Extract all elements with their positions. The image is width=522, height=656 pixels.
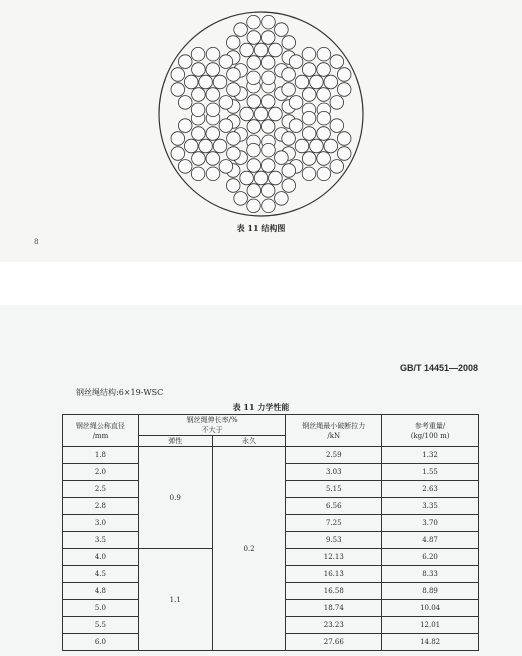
wire [226,179,240,193]
wire [282,68,296,82]
wire [302,47,316,61]
wire [219,55,233,69]
wire [171,132,185,146]
diameter-cell: 6.0 [63,634,139,651]
force-cell: 12.13 [286,549,382,566]
wire [282,179,296,193]
header-weight-label: 参考重量/ [414,421,446,430]
wire [262,143,276,157]
force-cell: 27.66 [286,634,382,651]
wire [192,88,206,102]
header-elongation-label: 钢丝绳伸长率/% [186,416,238,424]
diameter-cell: 5.5 [63,617,139,634]
wire [302,127,316,141]
wire [324,75,338,89]
wire [262,199,276,213]
wire [317,167,331,181]
wire [317,63,331,77]
weight-cell: 3.35 [382,498,479,515]
wire [191,47,205,61]
wire [317,111,331,125]
wire [261,184,275,198]
wire [275,192,289,206]
permanent-cell: 0.2 [212,447,286,651]
wire [191,103,205,117]
wire [282,164,296,178]
wire [227,132,241,146]
wire [178,160,192,174]
header-breaking-force [286,415,382,447]
outer-strand [171,47,240,116]
wire [282,132,296,146]
wire [247,143,261,157]
force-cell: 16.58 [286,583,382,600]
wire [247,184,261,198]
wire [295,139,309,153]
force-cell: 7.25 [286,515,382,532]
wire [171,83,185,97]
wire [275,151,289,165]
table-row [63,447,479,464]
wire [199,139,213,153]
wire [302,111,316,125]
wire [226,36,240,50]
wire [330,96,344,110]
wire [178,119,192,133]
structure-label: 钢丝绳结构:6×19-WSC [76,388,164,397]
wire [192,152,206,166]
wire [240,171,254,185]
wire [247,56,261,70]
weight-cell: 4.87 [382,532,479,549]
wire [219,96,233,110]
diameter-cell: 4.8 [63,583,139,600]
wire [247,95,261,109]
wire [171,68,185,82]
wire [269,107,283,121]
wire [247,15,261,29]
wire [254,171,268,185]
wire [213,75,227,89]
strands-group [171,15,351,212]
wire [254,43,268,57]
wire [261,159,275,173]
wire [269,171,283,185]
wire [206,167,220,181]
wire [240,107,254,121]
wire-rope-cross-section [146,8,376,220]
header-diameter-unit: /mm [92,431,109,440]
diameter-cell: 4.5 [63,566,139,583]
wire [254,107,268,121]
wire [247,199,261,213]
wire [330,55,344,69]
wire [302,63,316,77]
wire [317,152,331,166]
wire [289,96,303,110]
wire [219,160,233,174]
wire [261,95,275,109]
wire [199,75,213,89]
diameter-cell: 2.5 [63,481,139,498]
diameter-cell: 5.0 [63,600,139,617]
wire [302,152,316,166]
header-diameter [63,415,139,447]
diameter-cell: 2.0 [63,464,139,481]
wire [247,120,261,134]
elastic-group-cell: 0.9 [138,447,212,549]
wire [337,68,351,82]
wire [337,83,351,97]
wire [247,159,261,173]
wire [191,167,205,181]
header-weight-unit: (kg/100 m) [410,431,450,440]
wire [269,43,283,57]
wire [206,152,220,166]
table-title: 表 11 力学性能 [232,402,290,412]
wire [289,55,303,69]
mechanical-properties-table [62,414,479,651]
wire [282,36,296,50]
wire [213,139,227,153]
weight-cell: 14.82 [382,634,479,651]
diameter-cell: 1.8 [63,447,139,464]
force-cell: 9.53 [286,532,382,549]
wire [302,167,316,181]
wire [178,96,192,110]
header-diameter-label: 钢丝绳公称直径 [75,421,125,430]
weight-cell: 8.33 [382,566,479,583]
header-force-unit: /kN [327,431,341,440]
diameter-cell: 3.5 [63,532,139,549]
outer-strand [282,47,351,116]
wire [247,31,261,45]
wire [317,88,331,102]
weight-cell: 1.32 [382,447,479,464]
elastic-group-cell: 1.1 [138,549,212,651]
wire [337,132,351,146]
wire [330,119,344,133]
weight-cell: 3.70 [382,515,479,532]
wire [234,23,248,37]
wire [330,160,344,174]
wire [178,55,192,69]
wire [262,15,276,29]
wire [206,103,220,117]
wire [227,147,241,161]
wire [247,71,261,85]
force-cell: 23.23 [286,617,382,634]
wire [184,75,198,89]
wire [261,120,275,134]
weight-cell: 8.89 [382,583,479,600]
weight-cell: 2.63 [382,481,479,498]
wire [302,88,316,102]
wire [275,23,289,37]
wire [289,119,303,133]
wire [192,63,206,77]
wire [206,88,220,102]
weight-cell: 1.55 [382,464,479,481]
figure-caption: 表 11 结构图 [236,223,286,233]
wire [192,127,206,141]
wire [227,83,241,97]
wire [282,83,296,97]
force-cell: 6.56 [286,498,382,515]
header-elongation [138,415,286,436]
outer-strand [171,111,240,180]
wire [206,63,220,77]
force-cell: 16.13 [286,566,382,583]
header-weight [382,415,479,447]
weight-cell: 6.20 [382,549,479,566]
wire [240,43,254,57]
wire [262,71,276,85]
header-elongation-sub: 不大于 [201,426,223,434]
force-cell: 5.15 [286,481,382,498]
header-force-label: 钢丝绳最小破断拉力 [302,421,366,430]
force-cell: 3.03 [286,464,382,481]
diameter-cell: 4.0 [63,549,139,566]
wire [295,75,309,89]
page-number: 8 [34,238,39,246]
wire [317,127,331,141]
wire [261,56,275,70]
wire [184,139,198,153]
diameter-cell: 3.0 [63,515,139,532]
wire [324,139,338,153]
header-permanent: 永久 [212,436,286,447]
diameter-cell: 2.8 [63,498,139,515]
force-cell: 18.74 [286,600,382,617]
wire [171,147,185,161]
wire [206,127,220,141]
page-gap [0,262,522,305]
standard-code: GB/T 14451—2008 [399,363,478,373]
wire [219,119,233,133]
wire [227,68,241,82]
wire [234,192,248,206]
wire [261,31,275,45]
header-elastic: 弹性 [138,436,212,447]
wire [310,139,324,153]
wire [337,147,351,161]
wire [310,75,324,89]
wire [206,47,220,61]
wire [317,47,331,61]
force-cell: 2.59 [286,447,382,464]
weight-cell: 10.04 [382,600,479,617]
weight-cell: 12.01 [382,617,479,634]
